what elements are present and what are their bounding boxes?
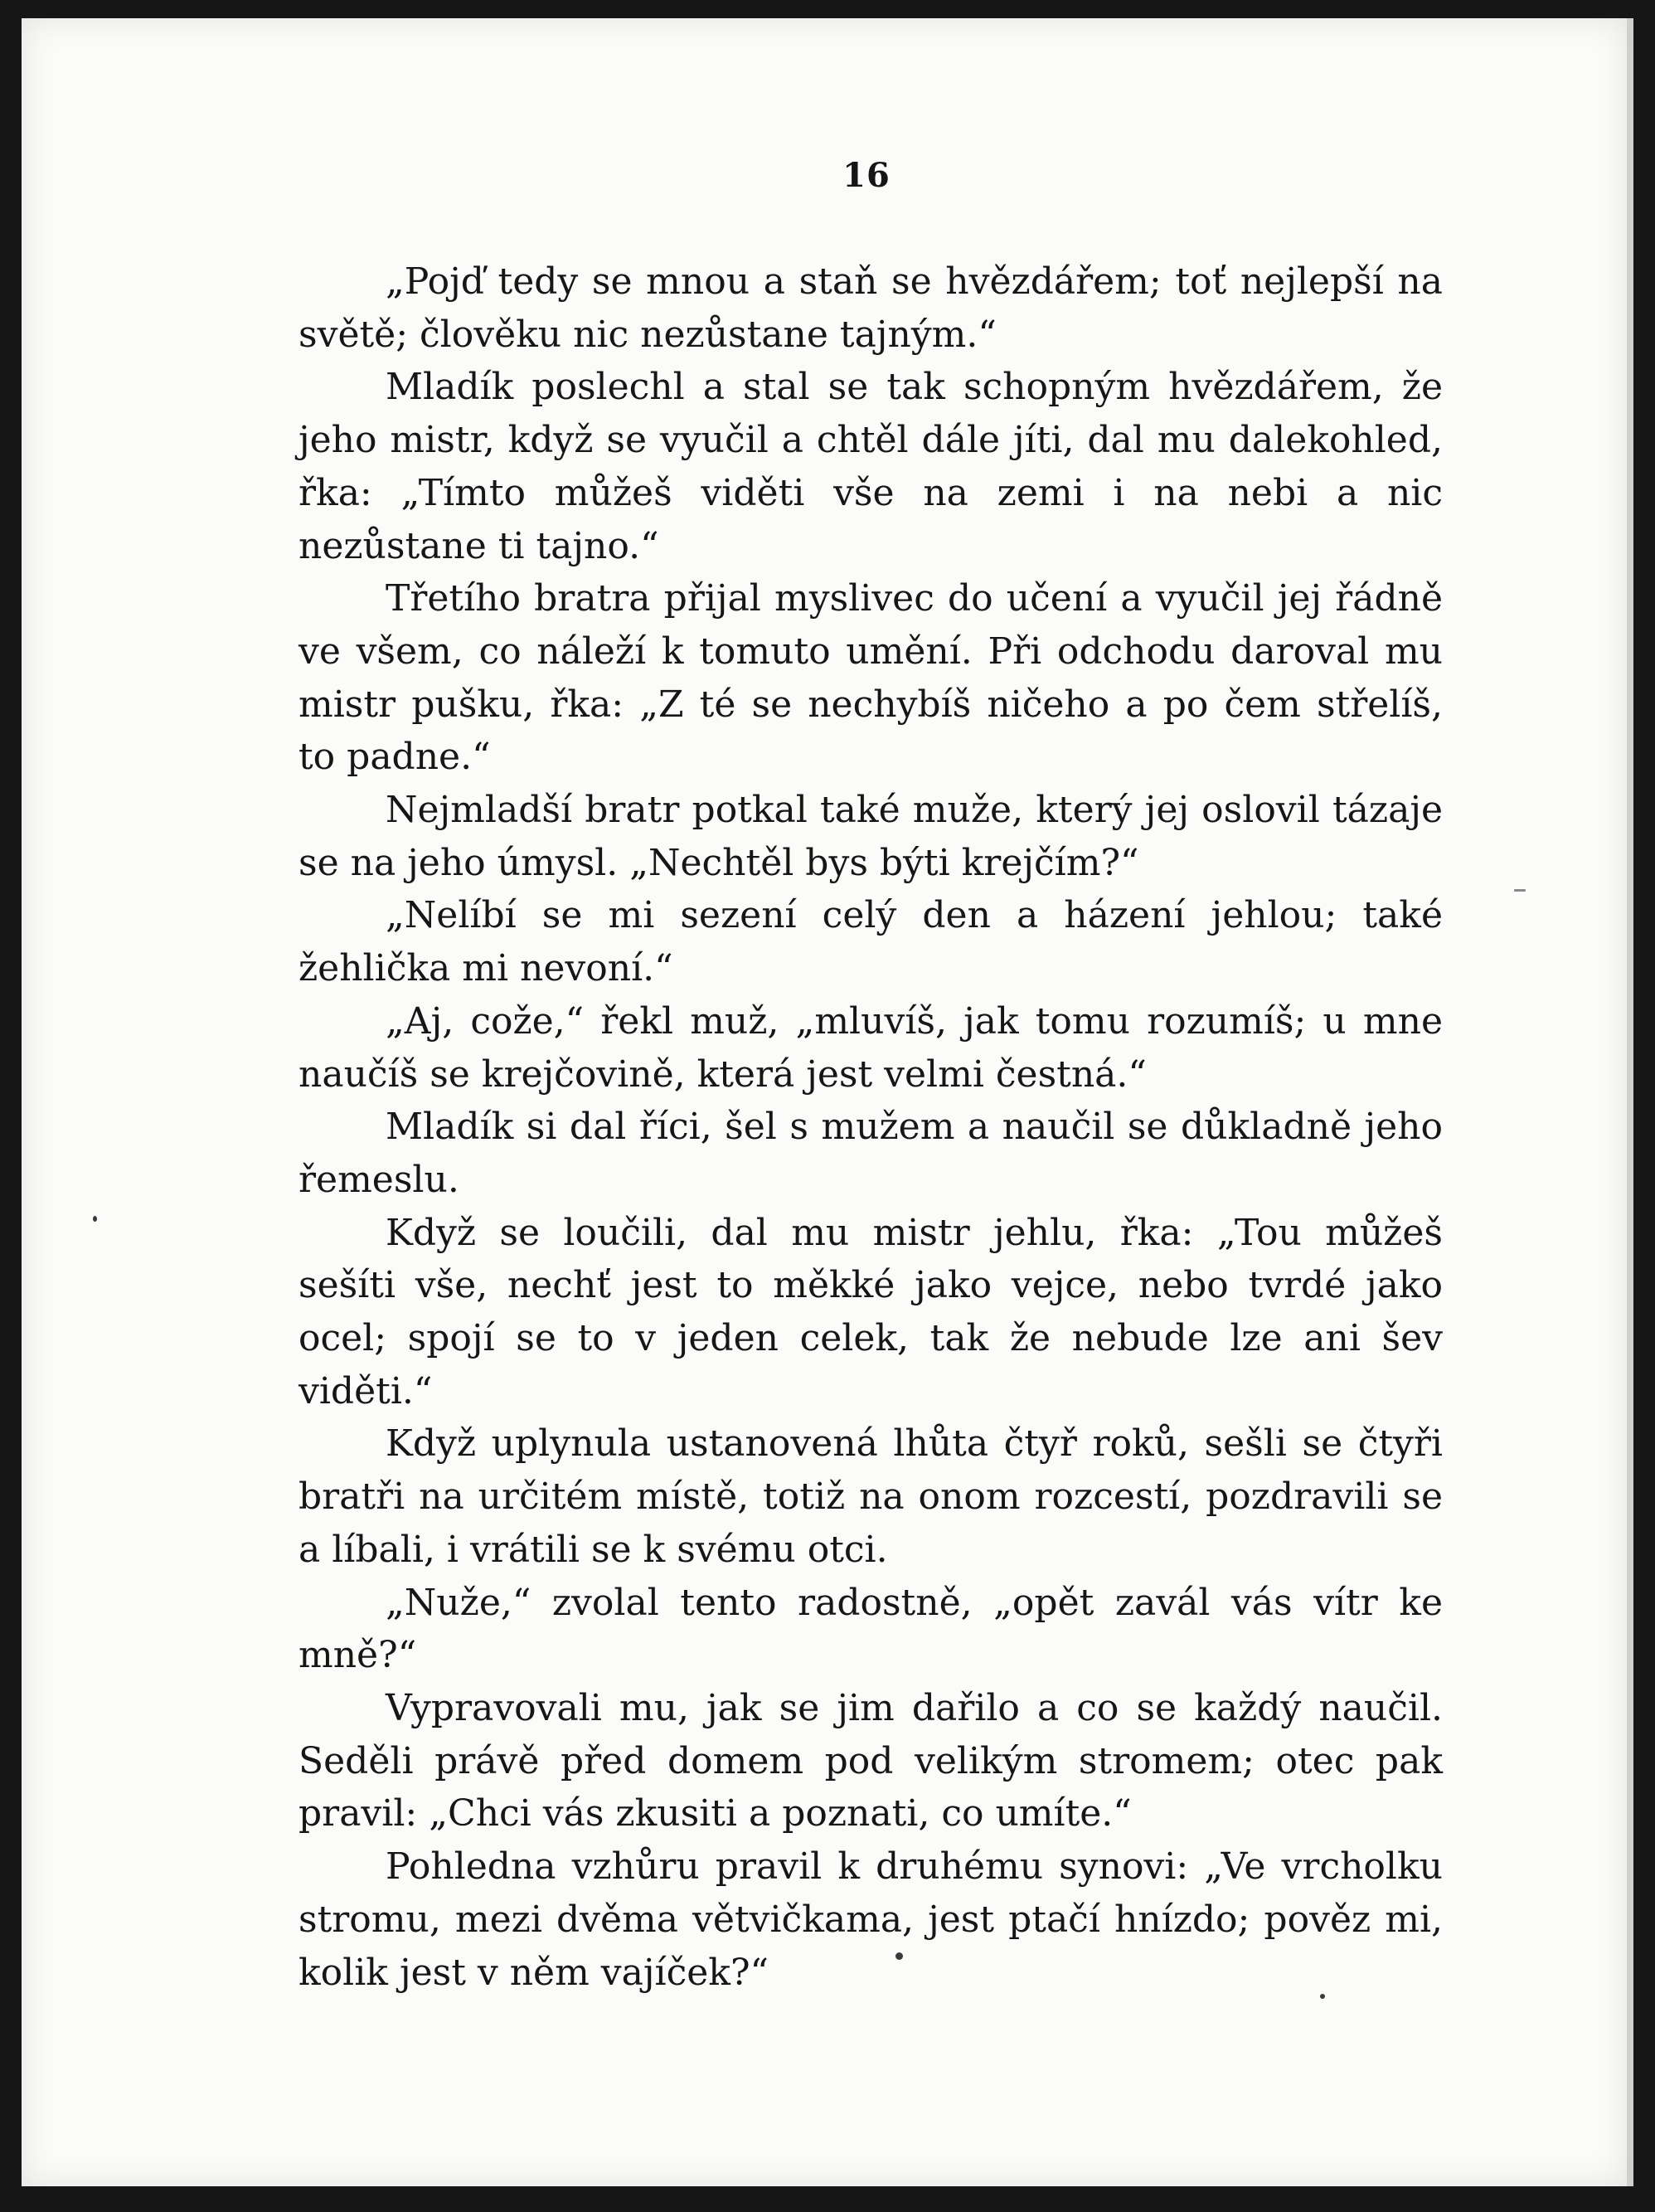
paragraph: „Nuže,“ zvolal tento radostně, „opět zavál vás vítr ke mně?“ (298, 1581, 1443, 1677)
ink-speck (1514, 889, 1526, 892)
paragraph: Mladík poslechl a stal se tak schopným hvězdářem, že jeho mistr, když se vyučil a chtěl dále jíti, dal mu dalekohled, řka: „Tímto můžeš viděti vše na zemi i na nebi a nic nezůstane ti tajno.“ (298, 366, 1443, 567)
paragraph: „Aj, cože,“ řekl muž, „mluvíš, jak tomu rozumíš; u mne naučíš se krejčovině, která jest velmi čestná.“ (298, 999, 1443, 1096)
ink-speck (1320, 1994, 1325, 1999)
ink-speck (93, 1216, 97, 1222)
paragraph: Když se loučili, dal mu mistr jehlu, řka: „Tou můžeš sešíti vše, nechť jest to měkké jako vejce, nebo tvrdé jako ocel; spojí se to v jeden celek, tak že nebude lze ani šev viděti.“ (298, 1211, 1443, 1412)
paragraph: Když uplynula ustanovená lhůta čtyř roků, sešli se čtyři bratři na určitém místě, totiž na onom rozcestí, pozdravili se a líbali, i vrátili se k svému otci. (298, 1422, 1443, 1571)
page-number: 16 (842, 156, 891, 195)
body-text (298, 255, 1443, 1999)
paragraph: „Pojď tedy se mnou a staň se hvězdářem; toť nejlepší na světě; člověku nic nezůstane tajným.“ (298, 260, 1443, 356)
paragraph: Mladík si dal říci, šel s mužem a naučil se důkladně jeho řemeslu. (298, 1106, 1443, 1201)
paragraph: Vypravovali mu, jak se jim dařilo a co se každý naučil. Seděli právě před domem pod velikým stromem; otec pak pravil: „Chci vás zkusiti a poznati, co umíte.“ (298, 1686, 1443, 1835)
paragraph: Pohledna vzhůru pravil k druhému synovi: „Ve vrcholku stromu, mezi dvěma větvičkama, jest ptačí hnízdo; pověz mi, kolik jest v něm vajíček?“ (298, 1845, 1443, 1994)
paragraph: „Nelíbí se mi sezení celý den a házení jehlou; také žehlička mi nevoní.“ (298, 894, 1443, 990)
ink-speck (895, 1952, 903, 1960)
page-edge (1627, 18, 1633, 2186)
paragraph: Třetího bratra přijal myslivec do učení a vyučil jej řádně ve všem, co náleží k tomuto umění. Při odchodu daroval mu mistr pušku, řka: „Z té se nechybíš ničeho a po čem střelíš, to padne.“ (298, 577, 1443, 779)
paragraph: Nejmladší bratr potkal také muže, který jej oslovil tázaje se na jeho úmysl. „Nechtěl bys býti krejčím?“ (298, 789, 1443, 884)
